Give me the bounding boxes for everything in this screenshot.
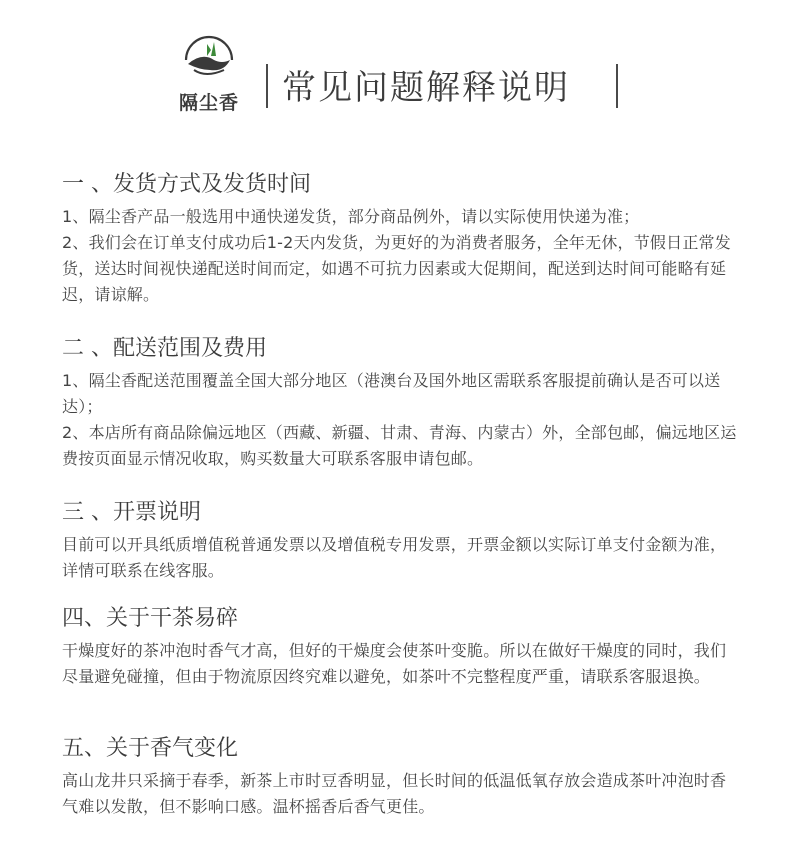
section-paragraph: 高山龙井只采摘于春季，新茶上市时豆香明显，但长时间的低温低氧存放会造成茶叶冲泡时香气难以发散，但不影响口感。温杯摇香后香气更佳。 [62, 771, 727, 816]
title-divider-left [266, 64, 268, 108]
logo-text: 隔尘香 [178, 92, 239, 114]
section-title: 五、关于香气变化 [62, 736, 239, 761]
faq-section-delivery-range [62, 334, 742, 472]
section-paragraph: 2、我们会在订单支付成功后1-2天内发货，为更好的为消费者服务，全年无休，节假日正常发货，送达时间视快递配送时间而定，如遇不可抗力因素或大促期间，配送到达时间可能略有延迟，请谅解。 [62, 233, 731, 304]
section-paragraph: 1、隔尘香产品一般选用中通快递发货，部分商品例外，请以实际使用快递为准； [62, 207, 640, 226]
title-divider-right [616, 64, 618, 108]
faq-section-shipping [62, 170, 742, 308]
section-title: 三 、开票说明 [62, 500, 201, 525]
page-title: 常见问题解释说明 [282, 68, 570, 108]
section-paragraph: 1、隔尘香配送范围覆盖全国大部分地区（港澳台及国外地区需联系客服提前确认是否可以送达）； [62, 371, 721, 416]
section-title: 二 、配送范围及费用 [62, 336, 267, 361]
section-paragraph: 干燥度好的茶冲泡时香气才高，但好的干燥度会使茶叶变脆。所以在做好干燥度的同时，我们尽量避免碰撞，但由于物流原因终究难以避免，如茶叶不完整程度严重，请联系客服退换。 [62, 641, 727, 686]
faq-section-fragile-tea [62, 604, 742, 690]
page-header [0, 0, 790, 130]
brand-logo [174, 30, 244, 118]
section-title: 一 、发货方式及发货时间 [62, 172, 311, 197]
faq-section-invoice [62, 498, 742, 584]
section-title: 四、关于干茶易碎 [62, 606, 239, 631]
section-paragraph: 2、本店所有商品除偏远地区（西藏、新疆、甘肃、青海、内蒙古）外，全部包邮，偏远地区运费按页面显示情况收取，购买数量大可联系客服申请包邮。 [62, 423, 737, 468]
section-paragraph: 目前可以开具纸质增值税普通发票以及增值税专用发票，开票金额以实际订单支付金额为准，详情可联系在线客服。 [62, 535, 727, 580]
tea-leaf-logo-icon [180, 30, 238, 88]
faq-section-aroma-change [62, 734, 742, 820]
